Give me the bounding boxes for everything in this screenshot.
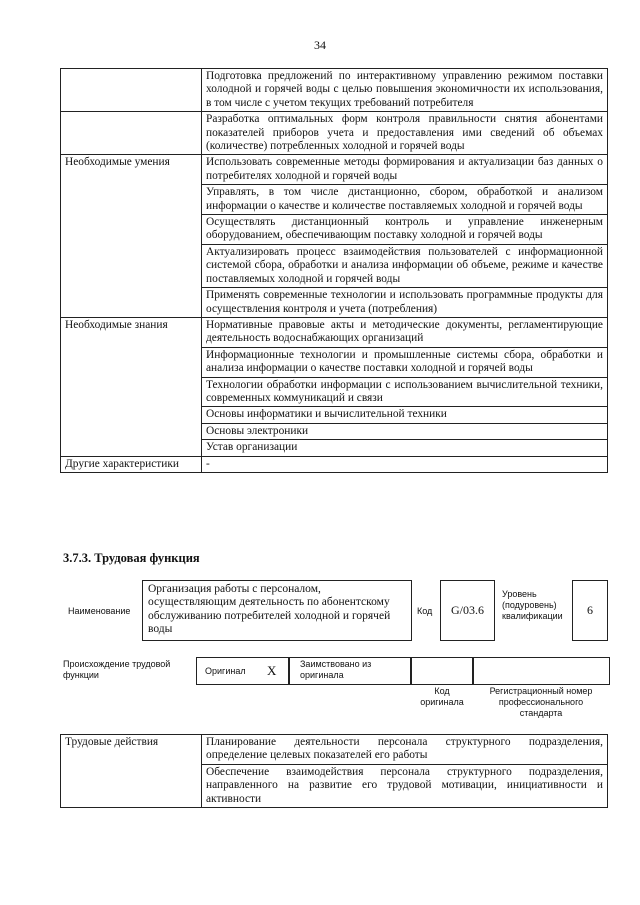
function-code-box: G/03.6 [440, 580, 495, 641]
level-value-box: 6 [572, 580, 608, 641]
table-row [61, 456, 608, 472]
table-cell: Разработка оптимальных форм контроля правильности снятия абонентами показателей приборов учета и предоставления ими сведений об объемах (количестве) потребленных холодной и горячей воды [202, 112, 608, 155]
function-name-box: Организация работы с персоналом, осуществляющим деятельность по абонентскому обслуживанию потребителей холодной и горячей воды [142, 580, 412, 641]
origin-label: Происхождение трудовой функции [63, 659, 171, 680]
table-cell: Управлять, в том числе дистанционно, сбором, обработкой и анализом информации о качестве и количестве поставляемых холодной и горячей воды [202, 185, 608, 215]
table-cell: Обеспечение взаимодействия персонала структурного подразделения, направленного на развитие его трудовой мотивации, инициативности и активности [202, 764, 608, 807]
table-cell: Использовать современные методы формирования и актуализации баз данных о потребителях холодной и горячей воды [202, 155, 608, 185]
borrowed-label: Заимствовано из оригинала [300, 659, 372, 680]
labor-actions-table [60, 734, 608, 808]
original-box [196, 657, 289, 685]
row-label-cont [61, 112, 202, 155]
borrowed-box [289, 657, 411, 685]
reg-number-box [473, 657, 610, 685]
table-cell: Планирование деятельности персонала структурного подразделения, определение целевых показателей его работы [202, 735, 608, 765]
original-label: Оригинал [205, 666, 246, 676]
row-label [61, 69, 202, 112]
name-label: Наименование [68, 606, 131, 616]
section-heading: 3.7.3. Трудовая функция [63, 551, 200, 565]
table-cell: Применять современные технологии и использовать программные продукты для осуществления контроля и учета (потребления) [202, 288, 608, 318]
competency-table [60, 68, 608, 473]
table-row [61, 112, 608, 155]
row-label-skills: Необходимые умения [61, 155, 202, 317]
table-row [61, 317, 608, 347]
table-cell: Устав организации [202, 440, 608, 456]
table-row [61, 155, 608, 185]
table-cell: Подготовка предложений по интерактивному управлению режимом поставки холодной и горячей воды с целью повышения экономичности их использования, в том числе с учетом текущих требований потребителя [202, 69, 608, 112]
table-cell: Осуществлять дистанционный контроль и управление инженерным оборудованием, обеспечивающим поставку холодной и горячей воды [202, 215, 608, 245]
table-cell: Нормативные правовые акты и методические документы, регламентирующие деятельность водоснабжающих организаций [202, 317, 608, 347]
reg-number-caption: Регистрационный номер профессионального стандарта [489, 686, 593, 718]
row-label-actions: Трудовые действия [61, 735, 202, 808]
table-cell: Основы информатики и вычислительной техники [202, 407, 608, 423]
row-label-knowledge: Необходимые знания [61, 317, 202, 456]
table-cell: Технологии обработки информации с использованием вычислительной техники, современных коммуникаций и связи [202, 377, 608, 407]
original-mark: X [267, 663, 277, 678]
origin-code-caption: Код оригинала [420, 686, 464, 707]
table-cell: Основы электроники [202, 423, 608, 439]
row-label-other: Другие характеристики [61, 456, 202, 472]
code-label: Код [417, 606, 433, 616]
origin-code-box [411, 657, 473, 685]
level-label: Уровень (подуровень) квалификации [502, 589, 563, 621]
table-cell: Информационные технологии и промышленные системы сбора, обработки и анализа информации о качестве поставки холодной и горячей воды [202, 347, 608, 377]
table-cell: Актуализировать процесс взаимодействия пользователей с информационной системой сбора, обработки и анализа информации об объеме, режиме и качестве поставляемых холодной и горячей воды [202, 244, 608, 287]
page-number: 34 [314, 38, 326, 52]
table-row [61, 735, 608, 765]
table-cell: - [202, 456, 608, 472]
table-row [61, 69, 608, 112]
